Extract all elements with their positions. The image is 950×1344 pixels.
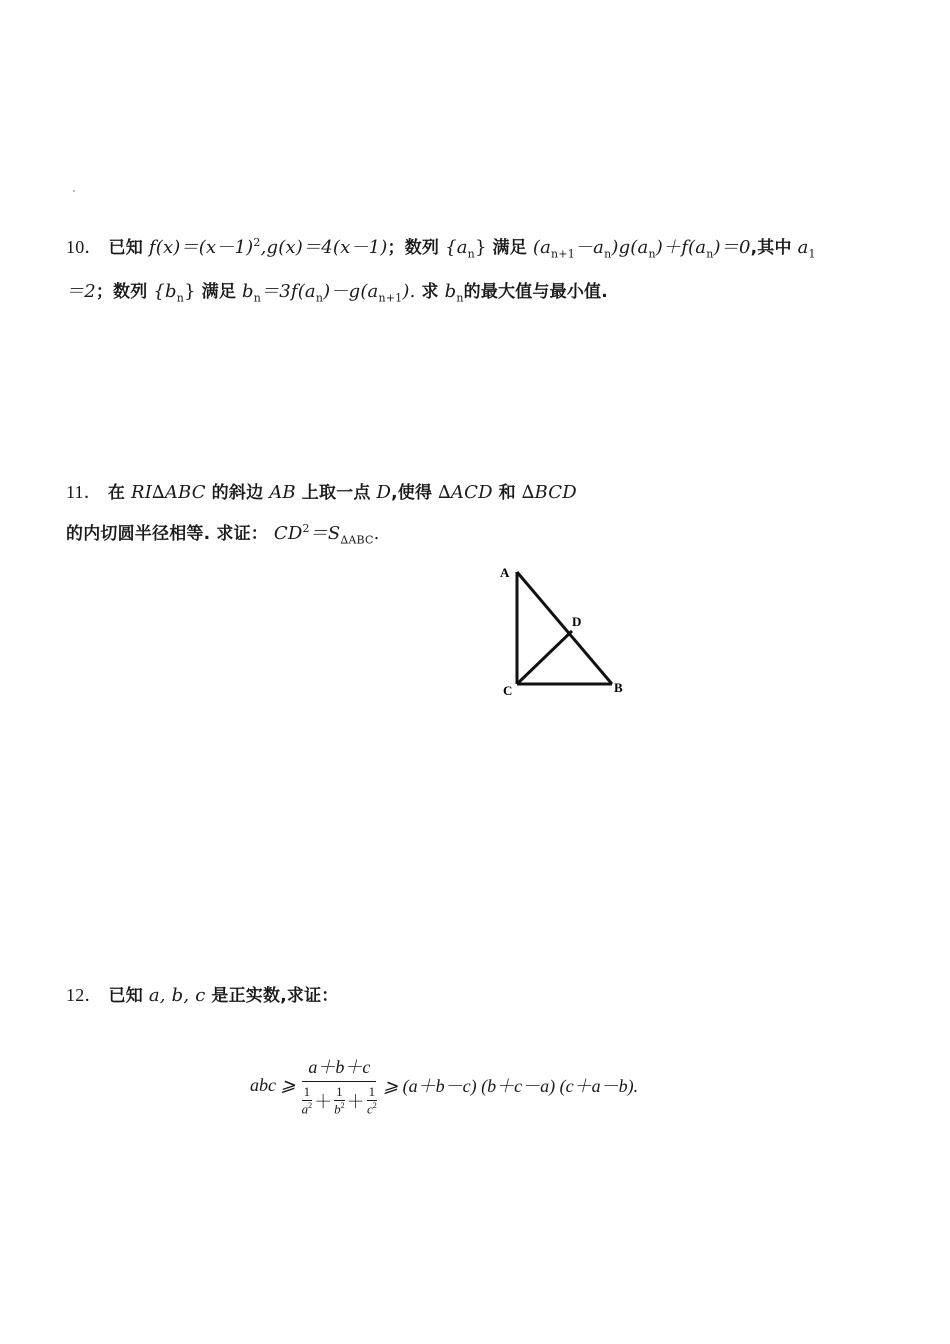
exp: 2 <box>308 1100 313 1110</box>
problem-number: 11． <box>66 482 102 502</box>
plus: ＋ <box>314 1091 333 1112</box>
numerator: 1 <box>303 1083 311 1099</box>
fraction-denominator <box>300 1082 380 1117</box>
math: RI∆ABC <box>130 482 206 503</box>
math: －a <box>574 237 605 258</box>
math-sup: 2 <box>253 236 261 249</box>
math-sub: ∆ABC <box>340 533 374 547</box>
math: b <box>444 281 457 302</box>
problem-11-line-2 <box>66 519 380 547</box>
math-sub: n <box>315 291 324 305</box>
math-sub: 1 <box>808 247 816 261</box>
problem-10-line-2 <box>66 277 608 305</box>
math-sub: n <box>456 291 464 305</box>
problem-10-line-1 <box>66 233 816 261</box>
math: ,g(x)＝4(x－1) <box>260 237 388 258</box>
problem-number: 10． <box>66 237 103 257</box>
problem-number: 12． <box>66 985 103 1005</box>
text: 已知 <box>108 986 143 1006</box>
side-ab <box>517 572 612 684</box>
math: )＋f(a <box>655 237 707 258</box>
main-fraction <box>300 1053 380 1117</box>
text: 的最大值与最小值. <box>463 282 608 302</box>
math: ). <box>402 281 416 302</box>
exp: 2 <box>372 1100 377 1110</box>
math: )－g(a <box>323 281 379 302</box>
problem-12-line-1 <box>66 981 338 1007</box>
triangle-figure <box>490 560 640 710</box>
math: f(x)＝(x－1) <box>148 237 254 258</box>
math: ＝3f(a <box>261 281 316 302</box>
math: a, b, c <box>148 985 206 1006</box>
text: 求 <box>421 282 439 302</box>
math: {a <box>445 237 468 258</box>
math: )＝0 <box>713 237 751 258</box>
math-sub: n <box>604 247 612 261</box>
text: 上取一点 <box>301 483 371 503</box>
math: ∆BCD <box>521 482 577 503</box>
math: ＝S <box>309 523 341 544</box>
exp: 2 <box>340 1100 345 1110</box>
math: } <box>184 281 196 302</box>
label-d: D <box>572 614 582 629</box>
label-b: B <box>614 680 623 695</box>
math: {b <box>153 281 177 302</box>
text: ；数列 <box>95 282 148 302</box>
math: b <box>241 281 254 302</box>
text: 的斜边 <box>211 483 264 503</box>
math-sup: 2 <box>302 522 310 535</box>
text: ,使得 <box>391 483 433 503</box>
math: } <box>474 237 487 258</box>
segment-cd <box>517 631 572 684</box>
text: 已知 <box>108 238 143 258</box>
plus: ＋ <box>346 1091 365 1112</box>
math-sub: n <box>706 247 714 261</box>
scan-speck <box>73 190 75 192</box>
label-c: C <box>503 683 513 698</box>
math: D <box>376 482 392 503</box>
formula-lhs: abc ⩾ <box>250 1074 296 1095</box>
math: )g(a <box>611 237 649 258</box>
math: . <box>373 523 380 544</box>
text: 满足 <box>201 282 237 302</box>
math-sub: n <box>467 247 475 261</box>
math-sub: n <box>176 291 185 305</box>
math: CD <box>273 523 303 544</box>
reciprocal-b2 <box>334 1084 345 1117</box>
denominator <box>367 1101 377 1117</box>
var: a <box>301 1101 309 1117</box>
var: c <box>366 1101 373 1117</box>
label-a: A <box>500 565 510 580</box>
text: 在 <box>107 483 126 503</box>
formula-rhs: ⩾ (a＋b－c) (b＋c－a) (c＋a－b). <box>383 1076 639 1096</box>
problem-11-line-1 <box>66 478 577 504</box>
reciprocal-c2 <box>367 1084 378 1117</box>
math-sub: n+1 <box>378 291 403 305</box>
reciprocal-a2 <box>302 1084 313 1117</box>
math: a <box>797 237 809 258</box>
text: 的内切圆半径相等. 求证： <box>66 524 268 544</box>
text: 和 <box>498 483 516 503</box>
denominator <box>302 1101 313 1117</box>
math: (a <box>532 237 552 258</box>
text: ；数列 <box>387 238 440 258</box>
math-sub: n <box>648 247 656 261</box>
math-sub: n <box>253 291 261 305</box>
denominator <box>334 1101 345 1117</box>
math: ∆ACD <box>438 482 493 503</box>
math-sub: n+1 <box>551 247 575 261</box>
var: b <box>334 1101 341 1117</box>
text: 是正实数,求证： <box>211 986 339 1006</box>
numerator: 1 <box>368 1083 376 1099</box>
math: AB <box>269 482 296 503</box>
numerator: 1 <box>336 1083 343 1099</box>
fraction-numerator: a＋b＋c <box>302 1053 376 1082</box>
inequality-formula <box>250 1055 638 1115</box>
math: ＝2 <box>66 281 96 302</box>
text: 满足 <box>492 238 527 258</box>
text: ,其中 <box>750 238 792 258</box>
